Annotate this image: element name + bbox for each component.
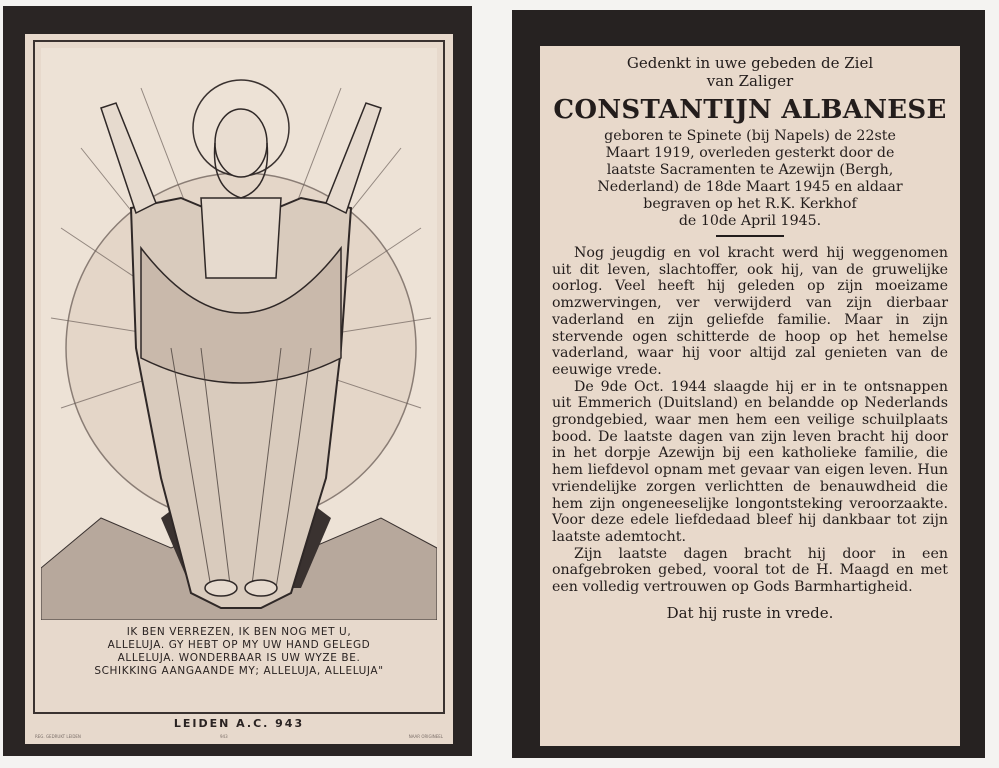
prayer-card-back	[512, 10, 985, 758]
facts-line: Nederland) de 18de Maart 1945 en aldaar	[597, 179, 903, 195]
closing-prayer: Dat hij ruste in vrede.	[666, 603, 834, 622]
caption-line: ALLELUJA. GY HEBT OP MY UW HAND GELEGD	[107, 639, 371, 651]
life-facts	[552, 128, 948, 230]
memorial-text	[552, 54, 948, 622]
facts-line: Maart 1919, overleden gesterkt door de	[605, 145, 895, 161]
divider-rule	[716, 235, 784, 237]
printer-mark: LEIDEN A.C. 943	[173, 717, 305, 730]
image-frame	[33, 40, 445, 714]
fine-print-left: REG. GEDRUKT LEIDEN	[35, 734, 81, 739]
body-paragraph: Zijn laatste dagen bracht hij door in een onafgebroken gebed, vooral tot de H. Maagd en met een volledig vertrouwen op Gods Barmhartigheid.	[552, 545, 948, 596]
fine-print-middle: 943	[220, 734, 228, 739]
facts-line: laatste Sacramenten te Azewijn (Bergh,	[606, 162, 894, 178]
caption-line: ALLELUJA. WONDERBAAR IS UW WYZE BE.	[117, 652, 361, 664]
card-front-paper	[25, 34, 453, 744]
body-paragraph: Nog jeugdig en vol kracht werd hij weggenomen uit dit leven, slachtoffer, ook hij, van de gruwelijke oorlog. Veel heeft hij geleden op zijn moeizame omzwervingen, ver verwijderd van zijn dierbaar vaderland en zijn geliefde familie. Maar in zijn stervende ogen schitterde de hoop op het hemelse vaderland, waar hij voor altijd zal genieten van de eeuwige vrede.	[552, 245, 948, 378]
body-paragraph: De 9de Oct. 1944 slaagde hij er in te ontsnappen uit Emmerich (Duitsland) en belandde op Nederlands grondgebied, waar men hem een veilige schuilplaats bood. De laatste dagen van zijn leven bracht hij door in het dorpje Azewijn bij een katholieke familie, die hem liefdevol opnam met gevaar van eigen leven. Hun vriendelijke zorgen verlichtten de benauwdheid die hem zijn ongeneeselijke longontsteking veroorzaakte. Voor deze edele liefdedaad bleef hij dankbaar tot zijn laatste ademtocht.	[552, 378, 948, 545]
heading-line: Gedenkt in uwe gebeden de Ziel	[626, 54, 874, 72]
scripture-caption	[41, 626, 437, 678]
prayer-card-front	[3, 6, 472, 756]
fine-print-right: NAAR ORIGINEEL	[408, 734, 443, 739]
heading-line: van Zaliger	[706, 72, 794, 90]
deceased-name: CONSTANTIJN ALBANESE	[553, 95, 947, 125]
facts-line: geboren te Spinete (bij Napels) de 22ste	[604, 128, 896, 144]
card-back-paper	[540, 46, 960, 746]
facts-line: begraven op het R.K. Kerkhof	[643, 196, 857, 212]
memorial-body	[552, 245, 948, 596]
caption-line: IK BEN VERREZEN, IK BEN NOG MET U,	[126, 626, 352, 638]
risen-christ-illustration	[41, 48, 437, 620]
caption-line: SCHIKKING AANGAANDE MY; ALLELUJA, ALLELUJA"	[94, 665, 384, 677]
facts-line: de 10de April 1945.	[678, 213, 822, 229]
